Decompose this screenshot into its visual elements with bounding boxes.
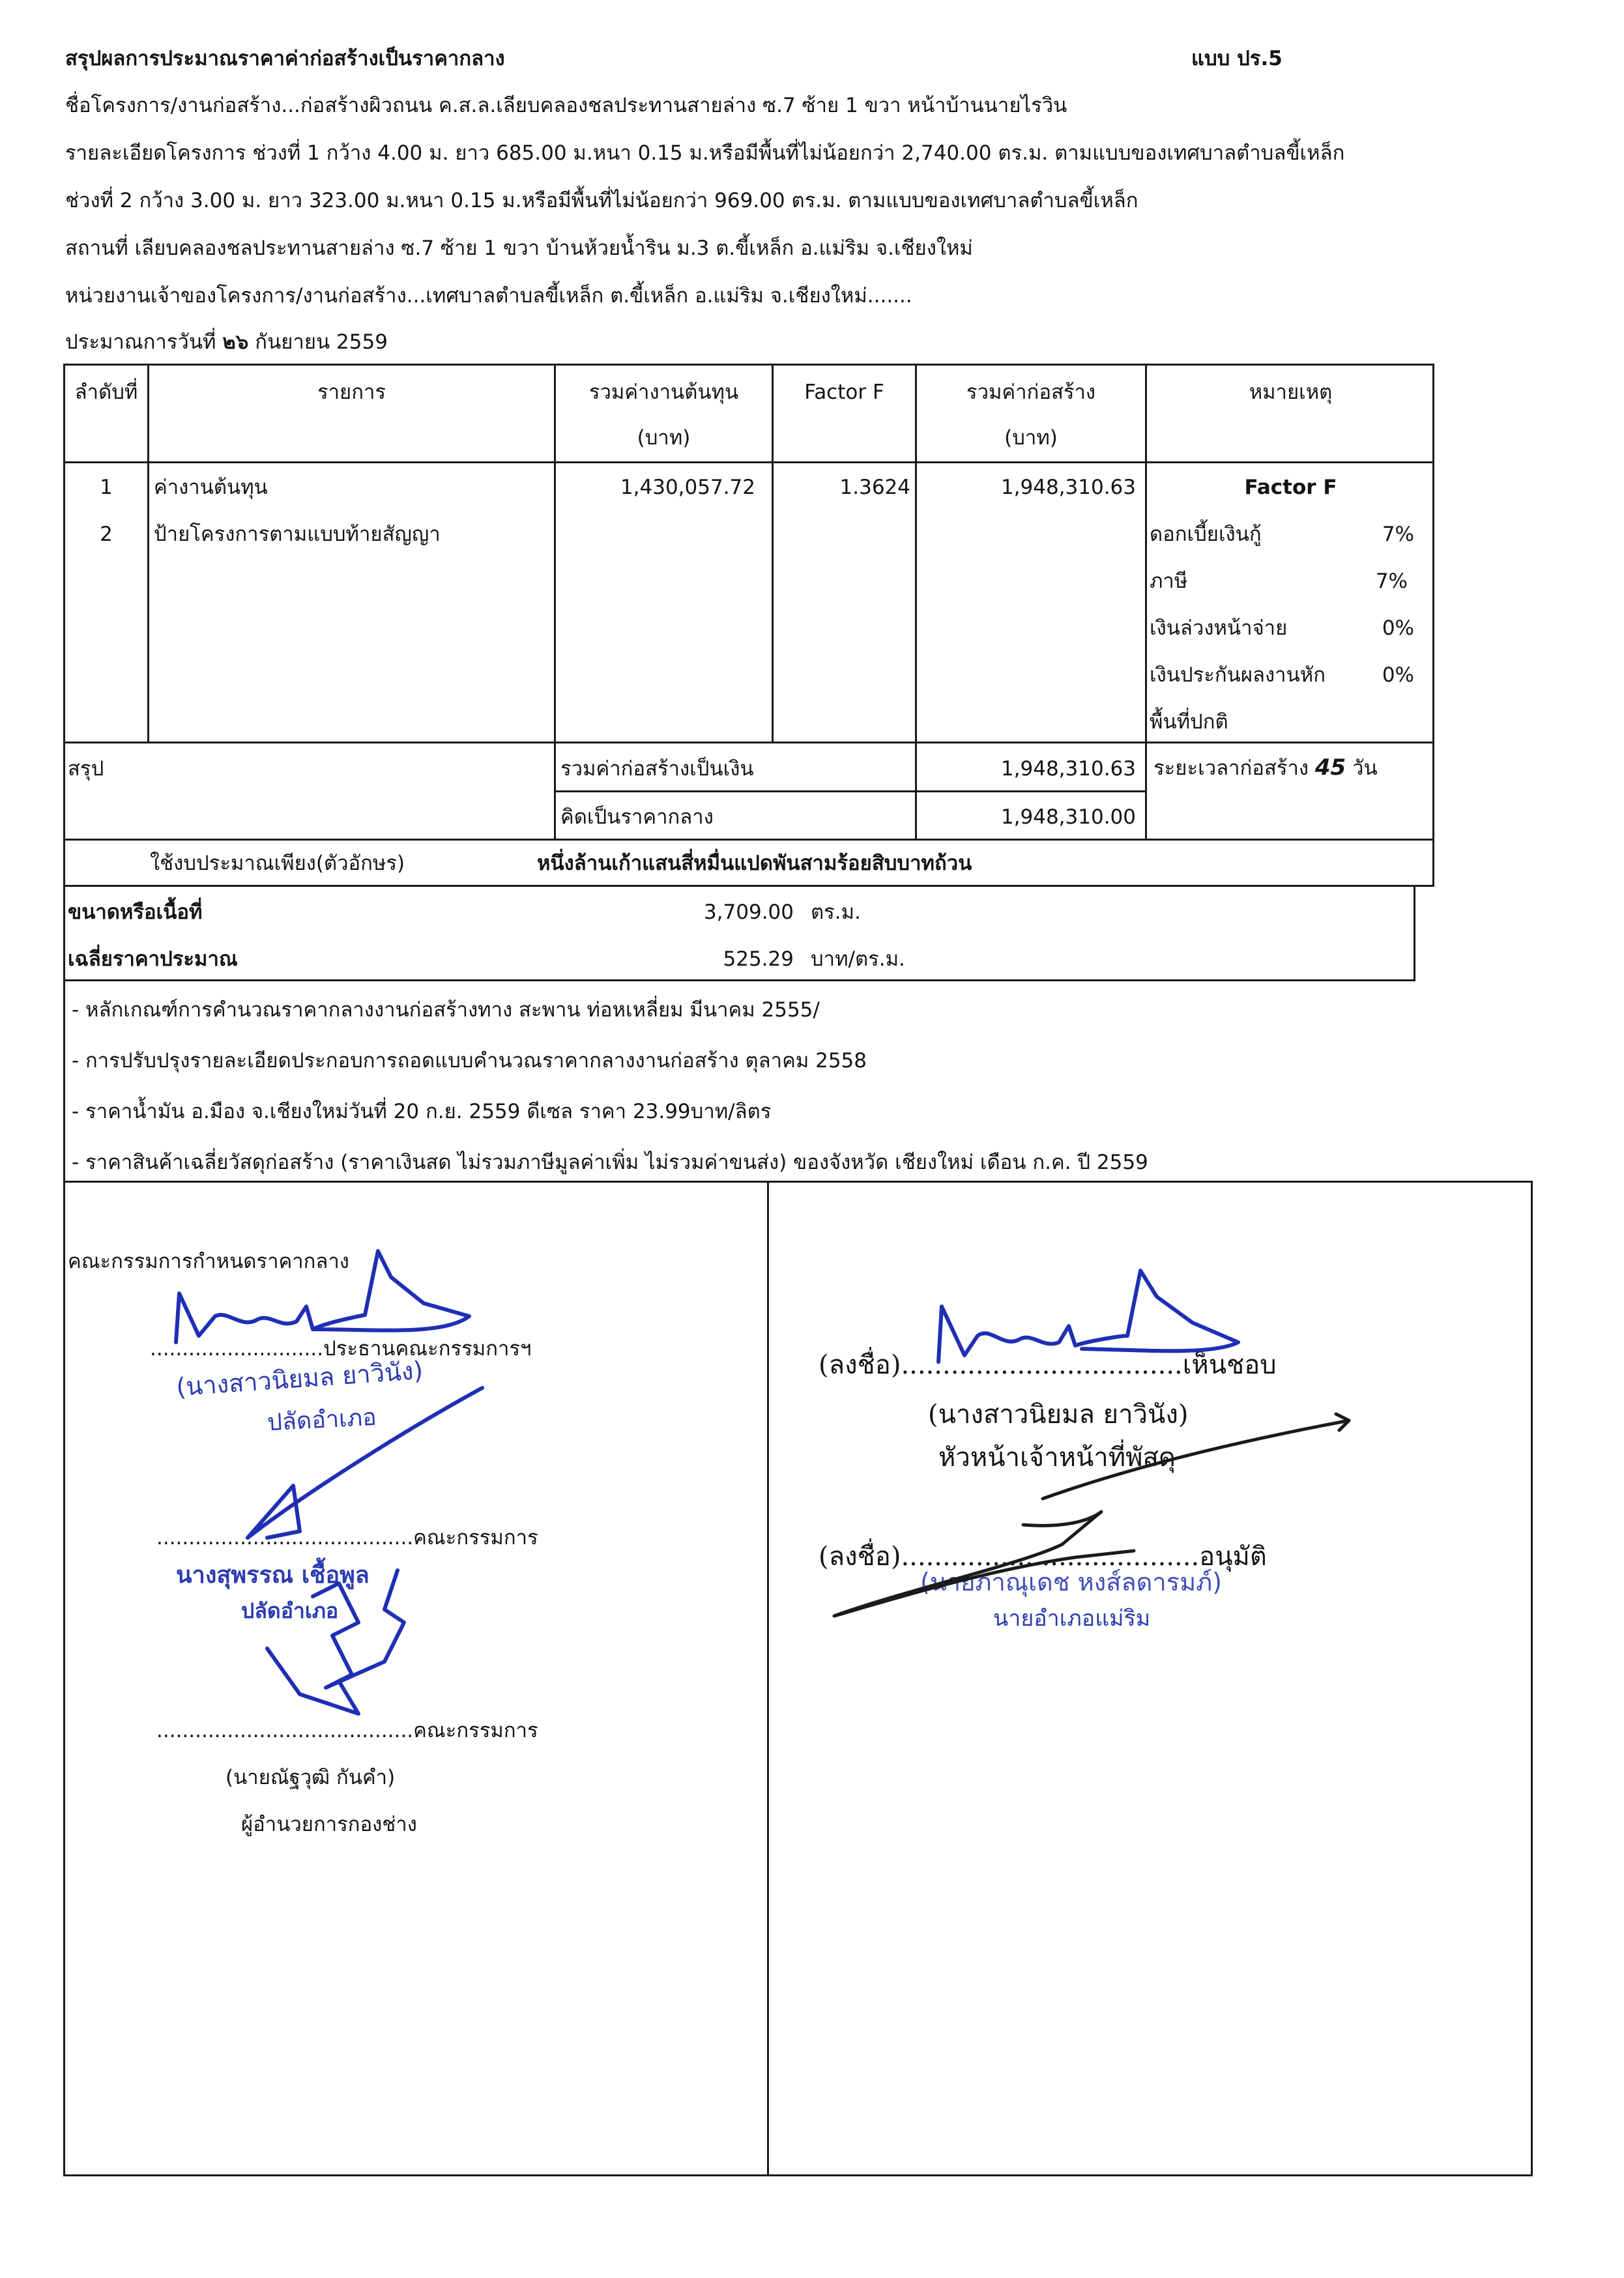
header-remark: หมายเหตุ bbox=[1249, 381, 1333, 404]
member-1-role: คณะกรรมการ bbox=[413, 1526, 538, 1550]
approver-2-stamp-name: (นายภาณุเดช หงส์ลดารมภ์) bbox=[920, 1568, 1223, 1596]
summary-median-label: คิดเป็นราคากลาง bbox=[560, 805, 714, 829]
remark-tax-value: 7% bbox=[1375, 570, 1408, 593]
note-2: - การปรับปรุงรายละเอียดประกอบการถอดแบบคำนวณราคากลางงานก่อสร้าง ตุลาคม 2558 bbox=[72, 1049, 867, 1073]
project-detail-2: ช่วงที่ 2 กว้าง 3.00 ม. ยาว 323.00 ม.หนา 0.15 ม.หรือมีพื้นที่ไม่น้อยกว่า 969.00 ตร.ม. ตามแบบของเทศบาลตำบลขี้เหล็ก bbox=[65, 189, 1138, 212]
approver-2-stamp-title: นายอำเภอแม่ริม bbox=[993, 1606, 1151, 1632]
summary-label: สรุป bbox=[68, 757, 104, 781]
note-3: - ราคาน้ำมัน อ.มือง จ.เชียงใหม่วันที่ 20 ก.ย. 2559 ดีเซล ราคา 23.99บาท/ลิตร bbox=[72, 1100, 772, 1123]
approval-dots-2: .................................... bbox=[901, 1542, 1200, 1572]
member-2-role: คณะกรรมการ bbox=[413, 1719, 538, 1742]
summary-total-value: 1,948,310.63 bbox=[1000, 757, 1136, 781]
approval-action-1: เห็นชอบ bbox=[1182, 1350, 1277, 1380]
average-label: เฉลี่ยราคาประมาณ bbox=[68, 947, 238, 971]
estimate-date-day: ๒๖ bbox=[222, 330, 249, 354]
approver-2-signature bbox=[828, 1407, 1362, 1629]
committee-heading: คณะกรรมการกำหนดราคากลาง bbox=[68, 1250, 349, 1273]
estimate-date-rest: กันยายน 2559 bbox=[255, 330, 388, 354]
chair-stamp-title: ปลัดอำเภอ bbox=[267, 1404, 377, 1437]
budget-text: หนึ่งล้านเก้าแสนสี่หมื่นแปดพันสามร้อยสิบบาทถ้วน bbox=[537, 852, 972, 875]
row-1-no: 1 bbox=[100, 476, 113, 499]
chair-stamp-name: (นางสาวนิยมล ยาวินัง) bbox=[175, 1355, 424, 1402]
member-1-dots: ........................................ bbox=[156, 1526, 414, 1550]
note-4: - ราคาสินค้าเฉลี่ยวัสดุก่อสร้าง (ราคาเงินสด ไม่รวมภาษีมูลค่าเพิ่ม ไม่รวมค่าขนส่ง) ของจังหวัด เชียงใหม่ เดือน ก.ค. ปี 2559 bbox=[72, 1151, 1148, 1174]
header-no: ลำดับที่ bbox=[74, 381, 138, 404]
approver-1-title: หัวหน้าเจ้าหน้าที่พัสดุ bbox=[938, 1443, 1176, 1473]
estimate-date-prefix: ประมาณการวันที่ bbox=[65, 330, 216, 354]
estimate-date bbox=[65, 329, 388, 355]
average-unit: บาท/ตร.ม. bbox=[811, 947, 905, 971]
row-1-factor: 1.3624 bbox=[839, 476, 910, 499]
note-1: - หลักเกณฑ์การคำนวณราคากลางงานก่อสร้างทาง สะพาน ท่อหเหลี่ยม มีนาคม 2555/ bbox=[72, 998, 820, 1022]
area-label: ขนาดหรือเนื้อที่ bbox=[68, 901, 203, 924]
header-total-line1: รวมค่าก่อสร้าง bbox=[966, 381, 1096, 404]
area-unit: ตร.ม. bbox=[811, 901, 861, 924]
duration-value: 45 bbox=[1314, 755, 1346, 781]
header-cost-line1: รวมค่างานต้นทุน bbox=[588, 381, 739, 404]
remark-guarantee-value: 0% bbox=[1382, 663, 1414, 687]
member-1-signature bbox=[189, 1375, 554, 1740]
chair-signature bbox=[117, 1238, 482, 1368]
project-location: สถานที่ เลียบคลองชลประทานสายล่าง ซ.7 ซ้าย 1 ขวา บ้านห้วยน้ำริน ม.3 ต.ขี้เหล็ก อ.แม่ริม จ.เชียงใหม่ bbox=[65, 237, 973, 260]
area-value: 3,709.00 bbox=[703, 901, 794, 924]
chair-dots: ........................... bbox=[150, 1337, 324, 1361]
approver-1-name: (นางสาวนิยมล ยาวินัง) bbox=[928, 1400, 1189, 1430]
average-value: 525.29 bbox=[723, 947, 794, 971]
row-1-cost: 1,430,057.72 bbox=[620, 476, 755, 499]
summary-total-label: รวมค่าก่อสร้างเป็นเงิน bbox=[560, 757, 754, 781]
row-1-item: ค่างานต้นทุน bbox=[154, 476, 268, 499]
remark-advance-value: 0% bbox=[1382, 616, 1414, 640]
header-factor: Factor F bbox=[804, 381, 884, 404]
remark-interest-label: ดอกเบี้ยเงินกู้ bbox=[1150, 523, 1262, 546]
member-2-title: ผู้อำนวยการกองช่าง bbox=[241, 1813, 417, 1836]
project-detail-1: รายละเอียดโครงการ ช่วงที่ 1 กว้าง 4.00 ม. ยาว 685.00 ม.หนา 0.15 ม.หรือมีพื้นที่ไม่น้อยกว่า 2,740.00 ตร.ม. ตามแบบของเทศบาลตำบลขี้เหล็ก bbox=[65, 141, 1345, 165]
header-item: รายการ bbox=[317, 381, 386, 404]
remark-tax-label: ภาษี bbox=[1150, 570, 1188, 593]
budget-text-label: ใช้งบประมาณเพียง(ตัวอักษร) bbox=[150, 852, 405, 875]
duration-label: ระยะเวลาก่อสร้าง bbox=[1153, 757, 1309, 780]
row-1-total: 1,948,310.63 bbox=[1000, 476, 1136, 499]
construction-duration bbox=[1153, 755, 1378, 781]
approval-action-2: อนุมัติ bbox=[1199, 1542, 1267, 1572]
sign-prefix-1: (ลงชื่อ) bbox=[819, 1350, 901, 1380]
remark-factor-title: Factor F bbox=[1244, 476, 1337, 499]
row-2-item: ป้ายโครงการตามแบบท้ายสัญญา bbox=[154, 523, 441, 546]
form-code: แบบ ปร.5 bbox=[1191, 47, 1283, 70]
remark-guarantee-label: เงินประกันผลงานหัก bbox=[1150, 663, 1326, 687]
row-2-no: 2 bbox=[100, 523, 113, 546]
remark-interest-value: 7% bbox=[1382, 523, 1414, 546]
approval-dots-1: .................................. bbox=[901, 1350, 1183, 1380]
header-cost-line2: (บาท) bbox=[637, 426, 691, 450]
duration-unit: วัน bbox=[1352, 757, 1378, 780]
member-1-stamp-title: ปลัดอำเภอ bbox=[241, 1598, 339, 1623]
chair-role: ประธานคณะกรรมการฯ bbox=[323, 1337, 532, 1361]
remark-area-type: พื้นที่ปกติ bbox=[1150, 710, 1228, 734]
header-total-line2: (บาท) bbox=[1004, 426, 1058, 450]
member-1-stamp-name: นางสุพรรณ เชื้อพูล bbox=[176, 1562, 370, 1589]
document-title: สรุปผลการประมาณราคาค่าก่อสร้างเป็นราคากลาง bbox=[65, 47, 505, 70]
approver-1-signature bbox=[925, 1264, 1264, 1381]
member-2-dots: ........................................ bbox=[156, 1719, 414, 1742]
project-owner: หน่วยงานเจ้าของโครงการ/งานก่อสร้าง...เทศบาลตำบลขี้เหล็ก ต.ขี้เหล็ก อ.แม่ริม จ.เชียงใหม่....... bbox=[65, 284, 912, 308]
member-2-name: (นายณัฐวุฒิ กันคำ) bbox=[225, 1766, 396, 1789]
sign-prefix-2: (ลงชื่อ) bbox=[819, 1542, 901, 1572]
remark-advance-label: เงินล่วงหน้าจ่าย bbox=[1150, 616, 1288, 640]
project-name: ชื่อโครงการ/งานก่อสร้าง...ก่อสร้างผิวถนน ค.ส.ล.เลียบคลองชลประทานสายล่าง ซ.7 ซ้าย 1 ขวา หน้าบ้านนายไรวิน bbox=[65, 94, 1067, 117]
summary-median-value: 1,948,310.00 bbox=[1000, 805, 1136, 829]
